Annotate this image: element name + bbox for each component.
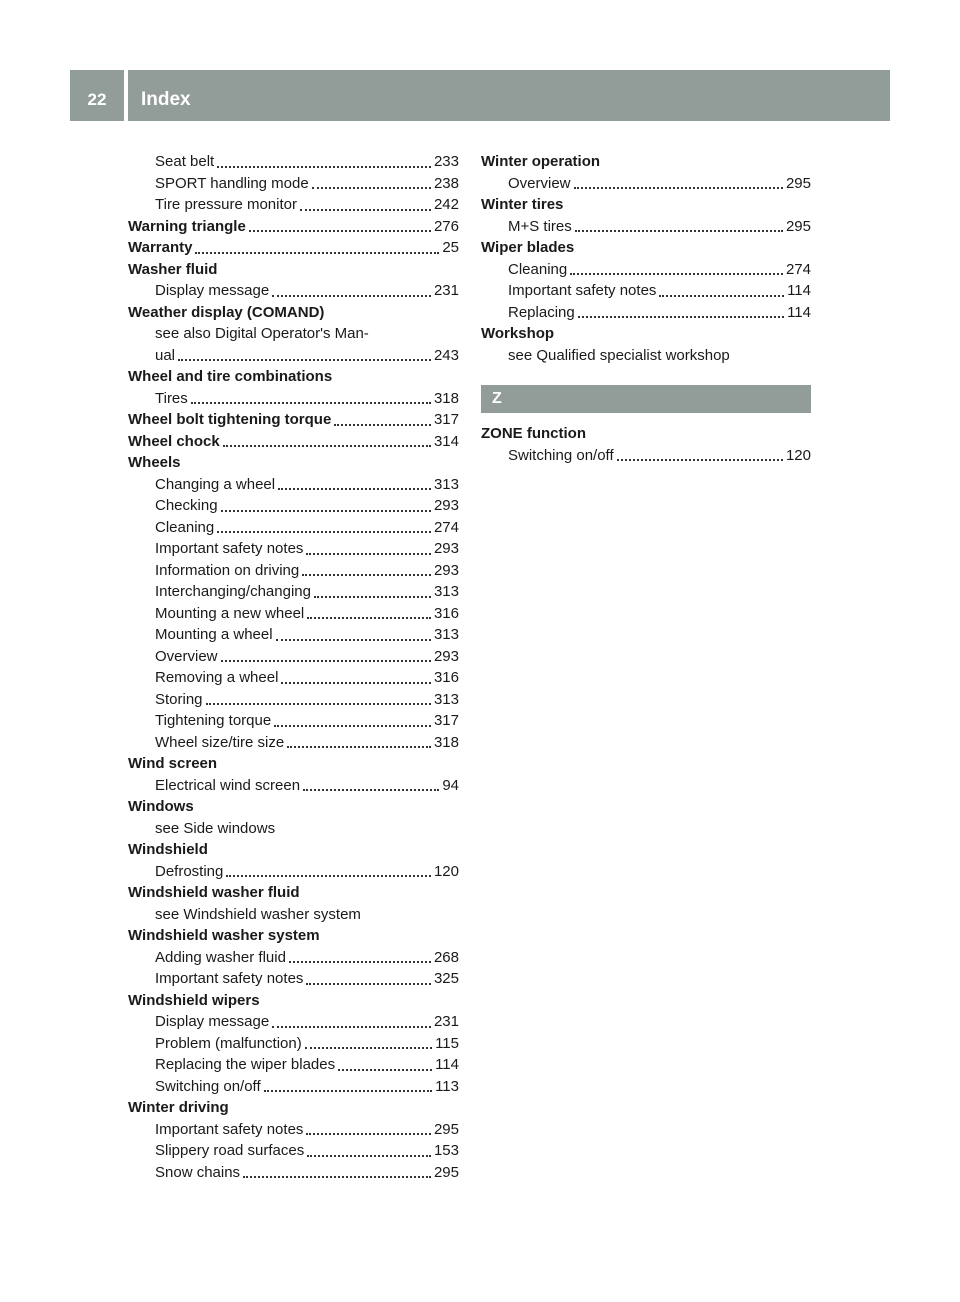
index-entry-overview[interactable]: Overview 293: [128, 646, 459, 668]
page-ref: 242: [433, 196, 459, 213]
page-ref: 295: [785, 174, 811, 192]
page-ref: 113: [435, 1077, 459, 1095]
index-entry-cleaning[interactable]: Cleaning 274: [128, 517, 459, 539]
index-entry-storing[interactable]: Storing 313: [128, 689, 459, 711]
page-number: 22: [87, 90, 107, 109]
index-heading-windshield-washer-system: Windshield washer system: [128, 927, 320, 944]
index-entry-weather-ual[interactable]: ual 243: [128, 345, 459, 367]
page-ref: 153: [433, 1142, 459, 1159]
index-entry-zone-switching[interactable]: Switching on/off 120: [481, 445, 811, 467]
index-entry-warning-triangle[interactable]: Warning triangle 276: [128, 216, 459, 238]
index-heading-winter-tires: Winter tires: [481, 196, 564, 213]
index-heading-wheels: Wheels: [128, 454, 181, 471]
page-ref: 94: [442, 776, 459, 794]
index-entry-washer-display[interactable]: Display message 231: [128, 280, 459, 302]
index-entry-defrosting[interactable]: Defrosting 120: [128, 861, 459, 883]
letter-divider-z: Z: [481, 385, 811, 413]
index-entry-sport-handling[interactable]: SPORT handling mode 238: [128, 173, 459, 195]
page-ref: 114: [787, 282, 811, 299]
index-entry-checking[interactable]: Checking 293: [128, 495, 459, 517]
index-entry-blades-cleaning[interactable]: Cleaning 274: [481, 259, 811, 281]
page-ref: 268: [433, 948, 459, 966]
page-ref: 231: [433, 1013, 459, 1030]
index-entry-warranty[interactable]: Warranty 25: [128, 237, 459, 259]
page-ref: 293: [433, 540, 459, 557]
page-ref: 276: [433, 217, 459, 235]
page-ref: 325: [433, 970, 459, 987]
page-ref: 314: [433, 432, 459, 450]
page-ref: 233: [433, 153, 459, 170]
index-entry-blades-replacing[interactable]: Replacing 114: [481, 302, 811, 324]
index-entry-adding-washer-fluid[interactable]: Adding washer fluid 268: [128, 947, 459, 969]
page-ref: 293: [433, 561, 459, 579]
index-entry-tires[interactable]: Tires 318: [128, 388, 459, 410]
index-entry-washer-safety[interactable]: Important safety notes 325: [128, 968, 459, 990]
index-heading-workshop: Workshop: [481, 325, 555, 342]
page-ref: 318: [433, 389, 459, 407]
page-ref: 295: [433, 1120, 459, 1138]
index-entry-slippery-roads[interactable]: Slippery road surfaces 153: [128, 1140, 459, 1162]
index-heading-windshield-washer-fluid: Windshield washer fluid: [128, 884, 300, 901]
page-ref: 316: [433, 669, 459, 686]
index-entry-removing-wheel[interactable]: Removing a wheel 316: [128, 667, 459, 689]
page-ref: 243: [433, 346, 459, 364]
index-entry-wheel-bolt[interactable]: Wheel bolt tightening torque 317: [128, 409, 459, 431]
index-entry-winter-safety[interactable]: Important safety notes 295: [128, 1119, 459, 1141]
index-entry-wipers-display[interactable]: Display message 231: [128, 1011, 459, 1033]
index-entry-tightening-torque[interactable]: Tightening torque 317: [128, 710, 459, 732]
index-heading-wheel-tire-combinations: Wheel and tire combinations: [128, 368, 333, 385]
index-entry-ms-tires[interactable]: M+S tires 295: [481, 216, 811, 238]
page-ref: 317: [433, 411, 459, 428]
index-entry-tire-pressure[interactable]: Tire pressure monitor 242: [128, 194, 459, 216]
index-see-washer-system[interactable]: see Windshield washer system: [155, 905, 361, 923]
index-heading-zone-function: ZONE function: [481, 425, 586, 442]
page-ref: 313: [433, 583, 459, 600]
index-column-left: [128, 151, 459, 1183]
page-ref: 120: [433, 862, 459, 880]
index-entry-wipers-switching[interactable]: Switching on/off 113: [128, 1076, 459, 1098]
page-ref: 238: [433, 174, 459, 192]
page-ref: 316: [433, 604, 459, 622]
index-heading-windshield: Windshield: [128, 841, 208, 858]
page-ref: 295: [785, 217, 811, 235]
page-ref: 114: [435, 1056, 459, 1073]
header-bar: [70, 70, 890, 121]
index-column-right: [481, 151, 811, 466]
page-ref: 293: [433, 647, 459, 665]
section-title: Index: [141, 89, 191, 110]
page-ref: 317: [433, 712, 459, 729]
index-entry-safety-notes[interactable]: Important safety notes 293: [128, 538, 459, 560]
index-entry-interchanging[interactable]: Interchanging/changing 313: [128, 581, 459, 603]
page-ref: 313: [433, 475, 459, 493]
index-entry-wipers-problem[interactable]: Problem (malfunction) 115: [128, 1033, 459, 1055]
index-heading-windshield-wipers: Windshield wipers: [128, 991, 260, 1009]
header-divider: [124, 70, 128, 121]
page-ref: 120: [785, 446, 811, 464]
index-see-also-weather: see also Digital Operator's Man-: [155, 325, 369, 342]
index-heading-wiper-blades: Wiper blades: [481, 239, 575, 256]
page-ref: 274: [785, 260, 811, 278]
index-entry-mounting-new-wheel[interactable]: Mounting a new wheel 316: [128, 603, 459, 625]
page-ref: 115: [435, 1034, 459, 1052]
page-ref: 318: [433, 733, 459, 751]
page-ref: 25: [442, 239, 459, 256]
page-ref: 313: [433, 690, 459, 708]
index-entry-info-driving[interactable]: Information on driving 293: [128, 560, 459, 582]
index-heading-winter-operation: Winter operation: [481, 153, 601, 170]
index-entry-winter-overview[interactable]: Overview 295: [481, 173, 811, 195]
page-ref: 274: [433, 518, 459, 536]
index-entry-mounting-wheel[interactable]: Mounting a wheel 313: [128, 624, 459, 646]
index-entry-snow-chains[interactable]: Snow chains 295: [128, 1162, 459, 1184]
index-heading-winter-driving: Winter driving: [128, 1099, 229, 1116]
page-ref: 293: [433, 497, 459, 514]
index-entry-wheel-size[interactable]: Wheel size/tire size 318: [128, 732, 459, 754]
index-entry-electrical-wind-screen[interactable]: Electrical wind screen 94: [128, 775, 459, 797]
index-see-side-windows[interactable]: see Side windows: [155, 819, 276, 837]
index-heading-washer-fluid: Washer fluid: [128, 260, 218, 278]
page-ref: 313: [433, 626, 459, 643]
page-ref: 295: [433, 1163, 459, 1181]
index-heading-weather-display: Weather display (COMAND): [128, 303, 325, 321]
page-ref: 231: [433, 282, 459, 299]
page-ref: 114: [787, 303, 811, 321]
index-entry-changing-wheel[interactable]: Changing a wheel 313: [128, 474, 459, 496]
index-entry-blades-safety[interactable]: Important safety notes 114: [481, 280, 811, 302]
index-see-specialist-workshop[interactable]: see Qualified specialist workshop: [508, 346, 730, 364]
index-entry-replacing-wiper-blades[interactable]: Replacing the wiper blades 114: [128, 1054, 459, 1076]
index-entry-wheel-chock[interactable]: Wheel chock 314: [128, 431, 459, 453]
index-heading-wind-screen: Wind screen: [128, 755, 218, 772]
index-heading-windows: Windows: [128, 798, 194, 815]
index-entry-seat-belt[interactable]: Seat belt 233: [128, 151, 459, 173]
